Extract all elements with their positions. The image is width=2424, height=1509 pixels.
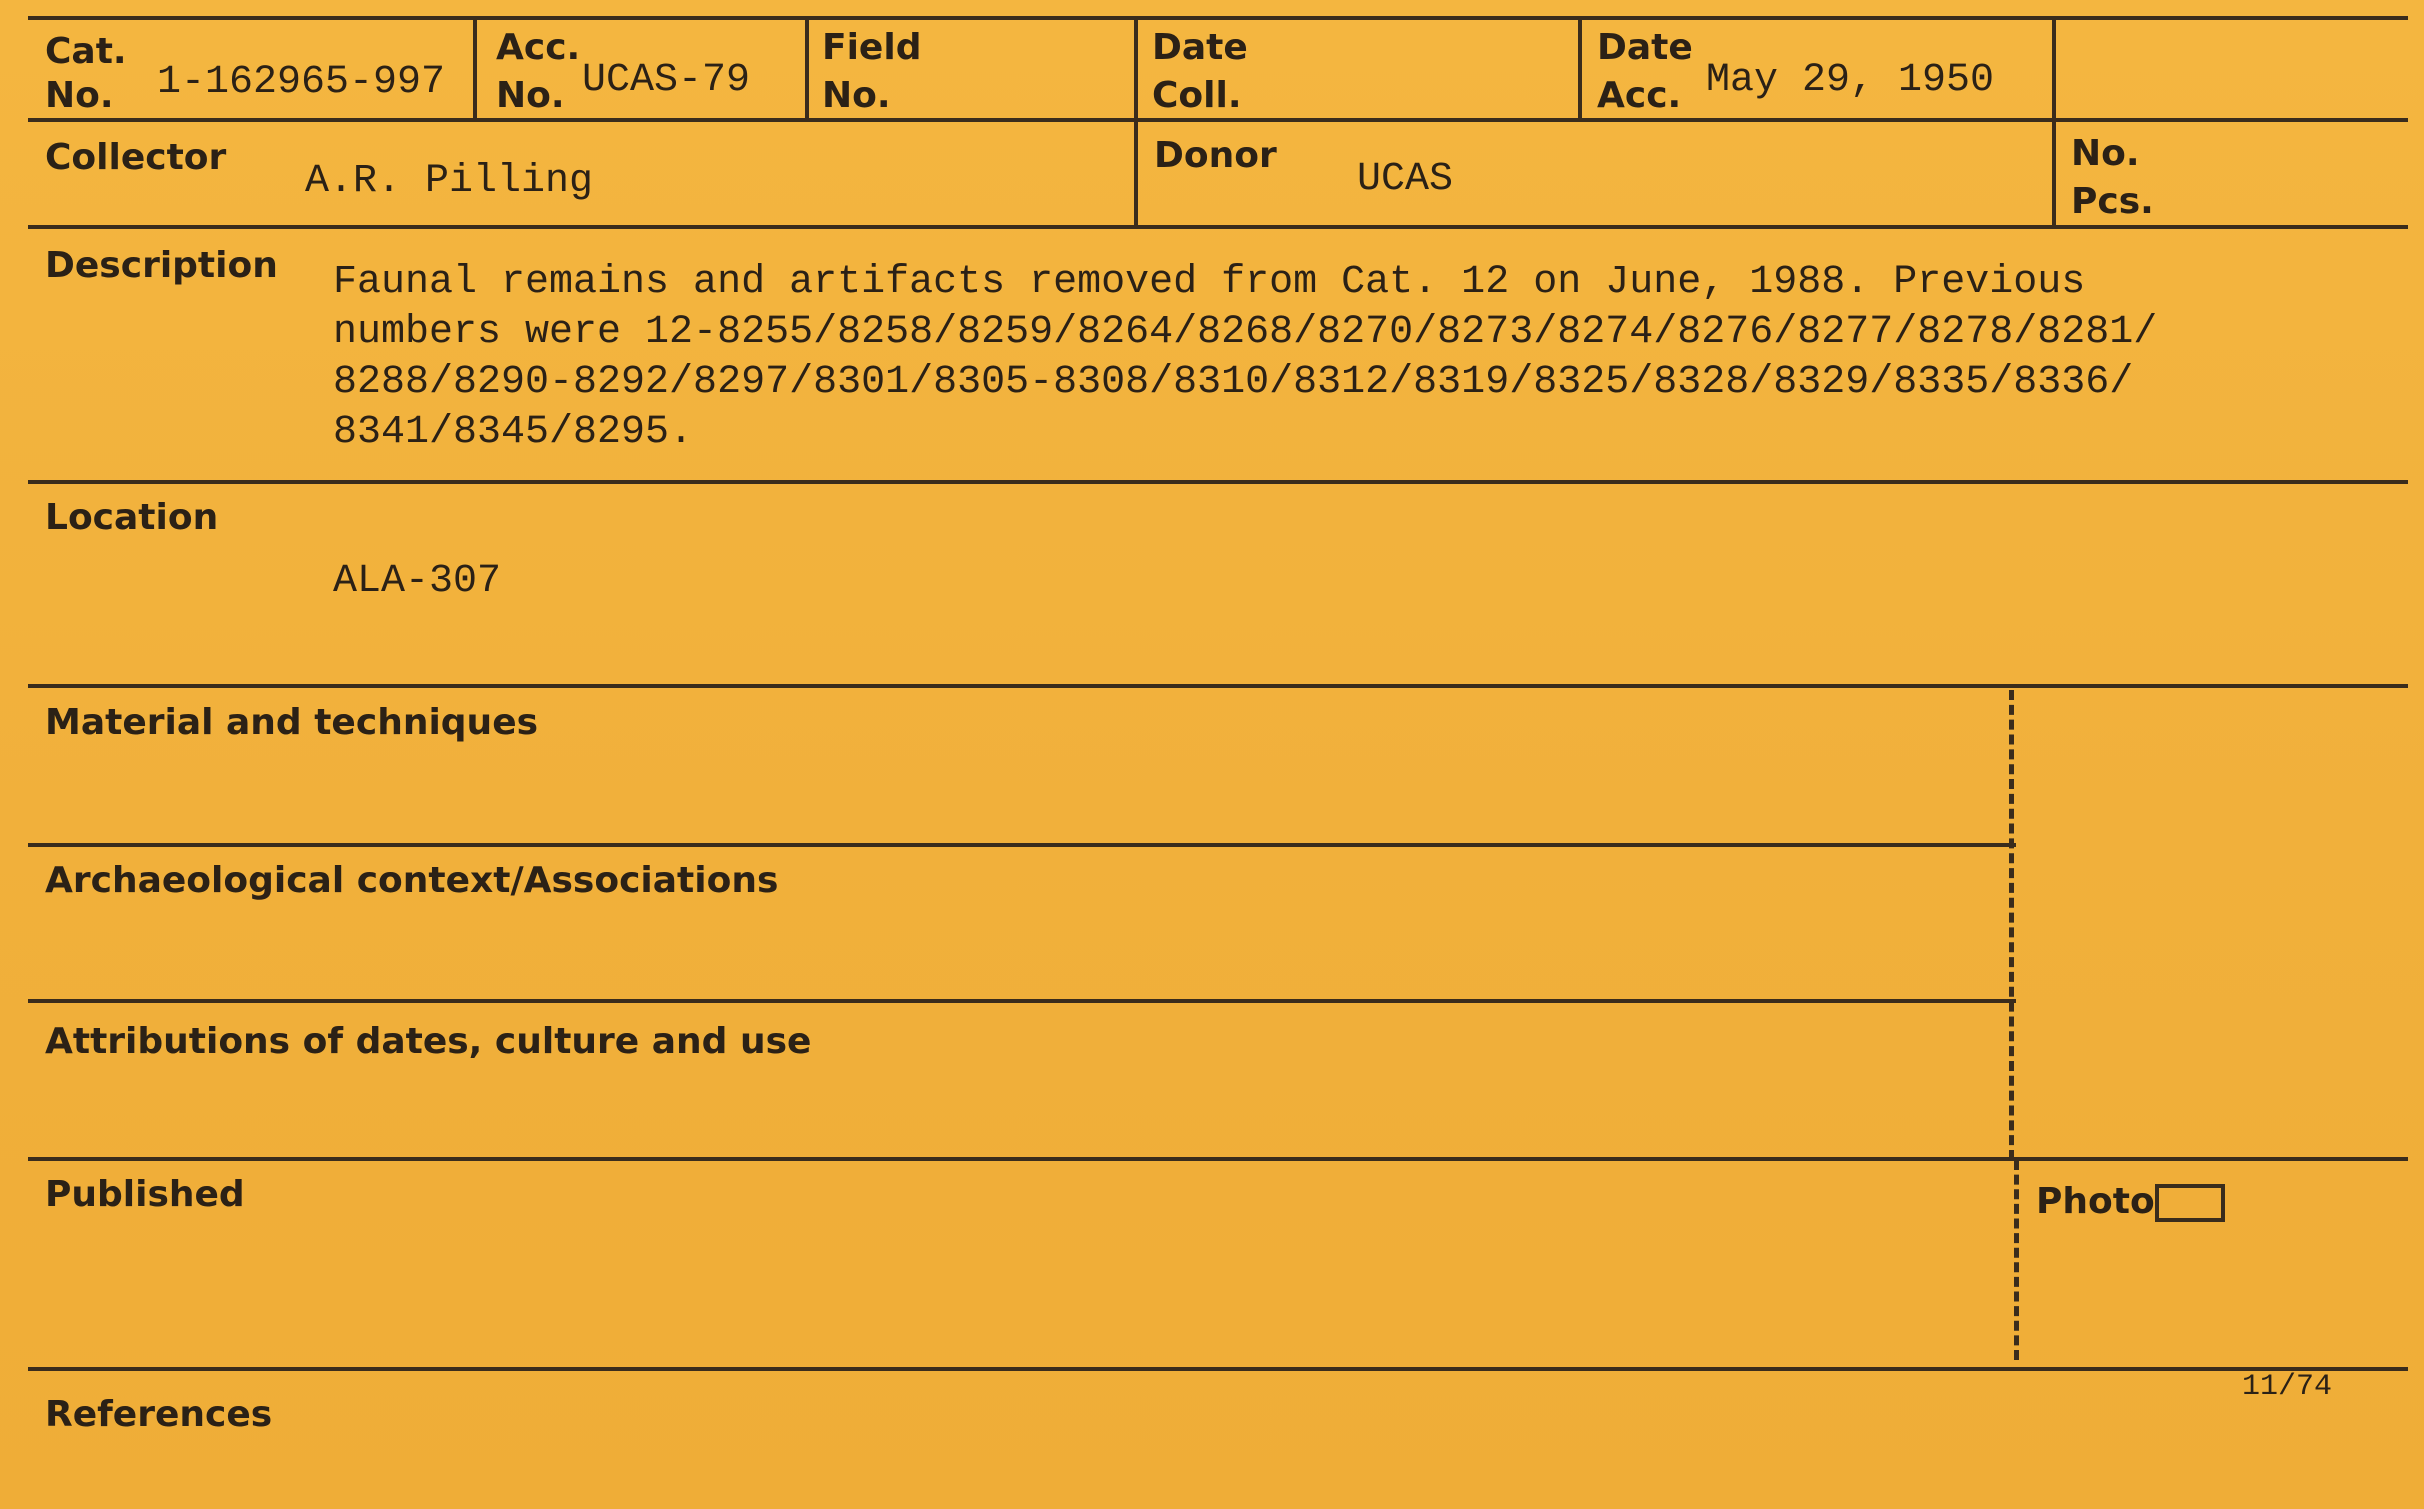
photo-checkbox[interactable]	[2155, 1184, 2225, 1222]
dashed-divider-upper	[2009, 690, 2014, 1160]
photo-label: Photo	[2036, 1181, 2155, 1222]
date-acc-label-line1: Date	[1597, 27, 1693, 68]
field-label-line1: Field	[822, 27, 922, 68]
description-label: Description	[45, 245, 278, 286]
rule-description-bottom	[28, 480, 2408, 484]
collector-value: A.R. Pilling	[305, 159, 594, 204]
attributions-label: Attributions of dates, culture and use	[45, 1021, 812, 1062]
location-label: Location	[45, 497, 219, 538]
references-label: References	[45, 1394, 273, 1435]
field-label-line2: No.	[822, 75, 891, 116]
description-text	[333, 258, 2333, 458]
description-line: 8341/8345/8295.	[333, 410, 694, 455]
archaeological-context-label: Archaeological context/Associations	[45, 860, 779, 901]
acc-label-line2: No.	[496, 75, 565, 116]
divider-acc-field	[805, 16, 809, 120]
published-label: Published	[45, 1174, 245, 1215]
description-line: 8288/8290-8292/8297/8301/8305-8308/8310/8312/8319/8325/8328/8329/8335/8336/	[333, 360, 2134, 405]
cat-number: 1-162965-997	[157, 60, 446, 105]
dashed-divider-lower	[2014, 1160, 2019, 1360]
rule-context-bottom	[28, 999, 2016, 1003]
cat-label-line1: Cat.	[45, 31, 127, 72]
description-line: numbers were 12-8255/8258/8259/8264/8268/8270/8273/8274/8276/8277/8278/8281/	[333, 310, 2158, 355]
rule-material-bottom	[28, 843, 2016, 847]
divider-dateacc-blank	[2052, 16, 2056, 226]
pcs-label-line2: Pcs.	[2071, 181, 2154, 222]
acc-number: UCAS-79	[582, 58, 751, 103]
collector-label: Collector	[45, 137, 227, 178]
rule-row2-bottom	[28, 225, 2408, 229]
cat-label-line2: No.	[45, 75, 114, 116]
acc-label-line1: Acc.	[496, 27, 581, 68]
form-code: 11/74	[2242, 1370, 2333, 1404]
rule-header-bottom	[28, 118, 2408, 122]
pcs-label-line1: No.	[2071, 133, 2140, 174]
description-line: Faunal remains and artifacts removed from Cat. 12 on June, 1988. Previous	[333, 260, 2086, 305]
rule-attributions-bottom	[28, 1157, 2408, 1161]
divider-datecoll-dateacc	[1578, 16, 1582, 120]
date-acc-label-line2: Acc.	[1597, 75, 1682, 116]
date-acc-value: May 29, 1950	[1706, 58, 1995, 103]
date-coll-label-line1: Date	[1152, 27, 1248, 68]
rule-top	[28, 16, 2408, 20]
rule-published-bottom	[28, 1367, 2408, 1371]
donor-label: Donor	[1154, 135, 1277, 176]
divider-field-datecoll	[1134, 16, 1138, 226]
material-techniques-label: Material and techniques	[45, 702, 539, 743]
divider-cat-acc	[473, 16, 477, 120]
rule-location-bottom	[28, 684, 2408, 688]
date-coll-label-line2: Coll.	[1152, 75, 1242, 116]
location-value: ALA-307	[333, 559, 502, 604]
donor-value: UCAS	[1357, 157, 1454, 202]
